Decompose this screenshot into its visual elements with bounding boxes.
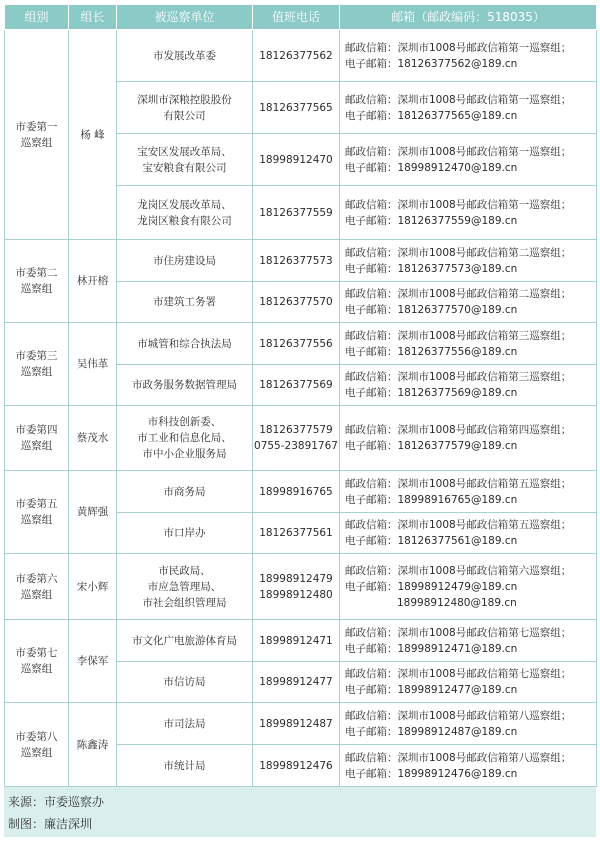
inspected-unit-line: 市应急管理局、 — [147, 580, 222, 593]
email-address-line: 电子邮箱：18126377556@189.cn — [345, 345, 518, 358]
group-leader-name: 宋小辉 — [76, 580, 109, 593]
inspection-contact-sheet — [4, 4, 596, 787]
inspected-unit-cell — [117, 620, 253, 662]
inspected-unit-cell — [117, 282, 253, 323]
inspected-unit-line: 有限公司 — [163, 109, 206, 122]
mailbox-cell — [340, 662, 597, 703]
email-address-line: 18998912480@189.cn — [397, 596, 517, 609]
mailbox-cell — [340, 240, 597, 282]
duty-phone-cell — [253, 513, 340, 554]
postal-box-line: 邮政信箱：深圳市1008号邮政信箱第五巡察组； — [345, 477, 572, 490]
email-address-line: 电子邮箱：18126377569@189.cn — [345, 387, 518, 399]
group-name-cell — [5, 240, 69, 323]
email-address-line: 电子邮箱：18998912477@189.cn — [345, 684, 518, 696]
inspected-unit-line: 市信访局 — [163, 676, 206, 688]
duty-phone-cell — [253, 82, 340, 134]
inspected-unit-line: 市商务局 — [163, 485, 206, 498]
postal-box-line: 邮政信箱：深圳市1008号邮政信箱第一巡察组； — [345, 93, 572, 106]
mailbox-cell — [340, 282, 597, 323]
duty-phone-cell — [253, 365, 340, 406]
duty-phone-number: 18998912479 — [259, 572, 333, 585]
mailbox-cell — [340, 186, 597, 240]
postal-box-line: 邮政信箱：深圳市1008号邮政信箱第八巡察组； — [345, 709, 572, 722]
inspected-unit-line: 市政务服务数据管理局 — [132, 379, 237, 391]
inspected-unit-line: 市工业和信息化局、 — [137, 432, 232, 444]
duty-phone-cell — [253, 471, 340, 513]
group-name-cell — [5, 620, 69, 703]
postal-box-line: 邮政信箱：深圳市1008号邮政信箱第二巡察组； — [345, 246, 572, 259]
email-address-line: 电子邮箱：18126377565@189.cn — [345, 109, 518, 122]
inspected-unit-cell — [117, 240, 253, 282]
mailbox-cell — [340, 82, 597, 134]
email-address-line: 电子邮箱：18998912479@189.cn — [345, 580, 518, 593]
postal-box-line: 邮政信箱：深圳市1008号邮政信箱第三巡察组； — [345, 371, 572, 383]
duty-phone-number: 18126377559 — [259, 206, 333, 219]
footer-credit: 制图：廉洁深圳 — [8, 817, 93, 831]
inspected-unit-line: 市司法局 — [163, 717, 206, 730]
postal-box-line: 邮政信箱：深圳市1008号邮政信箱第二巡察组； — [345, 288, 572, 300]
duty-phone-number: 18998912480 — [259, 588, 333, 601]
duty-phone-number: 18998916765 — [259, 485, 333, 498]
mailbox-cell — [340, 703, 597, 745]
inspected-unit-line: 市民政局、 — [158, 564, 211, 577]
postal-box-line: 邮政信箱：深圳市1008号邮政信箱第一巡察组； — [345, 41, 572, 54]
inspected-unit-line: 深圳市深粮控股股份 — [137, 93, 232, 106]
duty-phone-number: 18126377556 — [259, 337, 333, 350]
group-name-line: 巡察组 — [20, 136, 53, 149]
mailbox-cell — [340, 554, 597, 620]
mailbox-cell — [340, 365, 597, 406]
duty-phone-cell — [253, 134, 340, 186]
duty-phone-number: 18126377561 — [259, 527, 333, 539]
mailbox-cell — [340, 30, 597, 82]
group-leader-cell — [69, 30, 117, 240]
group-leader-name: 林开榕 — [76, 275, 109, 287]
postal-box-line: 邮政信箱：深圳市1008号邮政信箱第三巡察组； — [345, 329, 572, 342]
inspected-unit-cell — [117, 554, 253, 620]
group-leader-name: 杨 峰 — [80, 128, 105, 141]
header-leader: 组长 — [69, 5, 117, 30]
table-row — [5, 554, 597, 620]
postal-box-line: 邮政信箱：深圳市1008号邮政信箱第七巡察组； — [345, 668, 572, 680]
group-name-line: 巡察组 — [20, 366, 53, 378]
group-name-cell — [5, 554, 69, 620]
postal-box-line: 邮政信箱：深圳市1008号邮政信箱第四巡察组； — [345, 424, 572, 436]
inspected-unit-line: 龙岗区粮食有限公司 — [137, 214, 232, 227]
duty-phone-number: 18126377569 — [259, 379, 333, 391]
group-name-line: 巡察组 — [20, 663, 53, 675]
duty-phone-cell — [253, 186, 340, 240]
table-row — [5, 406, 597, 471]
duty-phone-cell — [253, 240, 340, 282]
header-group: 组别 — [5, 5, 69, 30]
mailbox-cell — [340, 513, 597, 554]
group-name-cell — [5, 323, 69, 406]
group-name-line: 市委第三 — [15, 350, 58, 362]
table-body — [5, 30, 597, 787]
inspected-unit-line: 市社会组织管理局 — [142, 596, 227, 609]
group-name-line: 市委第八 — [15, 730, 58, 743]
inspected-unit-cell — [117, 471, 253, 513]
inspected-unit-line: 市建筑工务署 — [153, 296, 216, 308]
inspected-unit-cell — [117, 323, 253, 365]
header-mail: 邮箱（邮政编码：518035） — [340, 5, 597, 30]
email-address-line: 电子邮箱：18998912471@189.cn — [345, 642, 518, 655]
group-name-line: 市委第五 — [15, 498, 58, 510]
table-row — [5, 30, 597, 82]
group-leader-name: 李保军 — [76, 655, 109, 667]
group-name-cell — [5, 703, 69, 787]
inspected-unit-cell — [117, 662, 253, 703]
duty-phone-cell — [253, 554, 340, 620]
table-row — [5, 323, 597, 365]
inspected-unit-line: 市口岸办 — [163, 527, 206, 539]
group-leader-cell — [69, 240, 117, 323]
duty-phone-number: 18126377579 — [259, 424, 333, 436]
group-name-line: 市委第七 — [15, 647, 58, 659]
duty-phone-cell — [253, 323, 340, 365]
group-name-cell — [5, 406, 69, 471]
group-leader-name: 吴伟革 — [76, 358, 109, 370]
inspected-unit-cell — [117, 82, 253, 134]
mailbox-cell — [340, 620, 597, 662]
header-unit: 被巡察单位 — [117, 5, 253, 30]
mailbox-cell — [340, 745, 597, 787]
duty-phone-cell — [253, 662, 340, 703]
header-phone: 值班电话 — [253, 5, 340, 30]
group-leader-cell — [69, 703, 117, 787]
group-name-cell — [5, 30, 69, 240]
table-row — [5, 703, 597, 745]
mailbox-cell — [340, 134, 597, 186]
footer-source: 来源：市委巡察办 — [8, 795, 105, 809]
group-name-line: 巡察组 — [20, 746, 53, 759]
email-address-line: 电子邮箱：18126377579@189.cn — [345, 440, 518, 452]
table-header-row — [5, 5, 597, 30]
table-row — [5, 240, 597, 282]
group-name-line: 巡察组 — [20, 440, 53, 452]
inspected-unit-cell — [117, 703, 253, 745]
inspection-table — [4, 4, 597, 787]
duty-phone-number: 18998912471 — [259, 634, 333, 647]
postal-box-line: 邮政信箱：深圳市1008号邮政信箱第五巡察组； — [345, 519, 572, 531]
email-address-line: 电子邮箱：18126377559@189.cn — [345, 214, 518, 227]
group-leader-cell — [69, 323, 117, 406]
postal-box-line: 邮政信箱：深圳市1008号邮政信箱第六巡察组； — [345, 564, 572, 577]
duty-phone-cell — [253, 620, 340, 662]
mailbox-cell — [340, 323, 597, 365]
duty-phone-cell — [253, 406, 340, 471]
group-leader-name: 陈鑫涛 — [76, 738, 109, 751]
inspected-unit-line: 市住房建设局 — [153, 254, 216, 267]
inspected-unit-line: 宝安区发展改革局、 — [137, 145, 232, 158]
postal-box-line: 邮政信箱：深圳市1008号邮政信箱第八巡察组； — [345, 751, 572, 764]
inspected-unit-line: 市城管和综合执法局 — [137, 337, 232, 350]
inspected-unit-line: 宝安粮食有限公司 — [142, 161, 227, 174]
inspected-unit-cell — [117, 745, 253, 787]
mailbox-cell — [340, 471, 597, 513]
duty-phone-number: 0755-23891767 — [254, 440, 338, 452]
group-name-line: 巡察组 — [20, 283, 53, 295]
inspected-unit-line: 市统计局 — [163, 759, 206, 772]
mailbox-cell — [340, 406, 597, 471]
inspected-unit-line: 市发展改革委 — [153, 49, 216, 62]
postal-box-line: 邮政信箱：深圳市1008号邮政信箱第一巡察组； — [345, 198, 572, 211]
postal-box-line: 邮政信箱：深圳市1008号邮政信箱第一巡察组； — [345, 145, 572, 158]
group-name-line: 巡察组 — [20, 588, 53, 601]
duty-phone-number: 18998912476 — [259, 759, 333, 772]
inspected-unit-line: 市科技创新委、 — [147, 416, 222, 428]
inspected-unit-line: 市中小企业服务局 — [142, 448, 227, 460]
group-leader-cell — [69, 406, 117, 471]
inspected-unit-line: 市文化广电旅游体育局 — [132, 634, 237, 647]
inspected-unit-cell — [117, 406, 253, 471]
inspected-unit-cell — [117, 186, 253, 240]
email-address-line: 电子邮箱：18126377573@189.cn — [345, 262, 518, 275]
inspected-unit-cell — [117, 365, 253, 406]
duty-phone-number: 18126377570 — [259, 296, 333, 308]
group-leader-cell — [69, 471, 117, 554]
table-row — [5, 471, 597, 513]
group-name-line: 市委第二 — [15, 267, 58, 279]
group-name-line: 巡察组 — [20, 514, 53, 526]
inspected-unit-cell — [117, 134, 253, 186]
group-leader-name: 蔡茂水 — [76, 432, 109, 444]
email-address-line: 电子邮箱：18998912487@189.cn — [345, 725, 518, 738]
email-address-line: 电子邮箱：18126377562@189.cn — [345, 57, 518, 70]
duty-phone-number: 18126377562 — [259, 49, 333, 62]
duty-phone-number: 18998912477 — [259, 676, 333, 688]
email-address-line: 电子邮箱：18126377570@189.cn — [345, 304, 518, 316]
group-name-line: 市委第一 — [15, 120, 58, 133]
postal-box-line: 邮政信箱：深圳市1008号邮政信箱第七巡察组； — [345, 626, 572, 639]
table-row — [5, 620, 597, 662]
duty-phone-cell — [253, 30, 340, 82]
group-leader-cell — [69, 554, 117, 620]
group-name-cell — [5, 471, 69, 554]
group-leader-cell — [69, 620, 117, 703]
source-footer — [4, 787, 596, 837]
duty-phone-number: 18126377565 — [259, 101, 333, 114]
email-address-line: 电子邮箱：18126377561@189.cn — [345, 535, 518, 547]
group-leader-name: 黄辉强 — [76, 506, 109, 518]
group-name-line: 市委第四 — [15, 424, 58, 436]
duty-phone-cell — [253, 745, 340, 787]
duty-phone-number: 18998912470 — [259, 153, 333, 166]
duty-phone-number: 18126377573 — [259, 254, 333, 267]
email-address-line: 电子邮箱：18998912470@189.cn — [345, 161, 518, 174]
duty-phone-cell — [253, 282, 340, 323]
group-name-line: 市委第六 — [15, 572, 58, 585]
duty-phone-number: 18998912487 — [259, 717, 333, 730]
inspected-unit-cell — [117, 513, 253, 554]
email-address-line: 电子邮箱：18998912476@189.cn — [345, 767, 518, 780]
duty-phone-cell — [253, 703, 340, 745]
inspected-unit-cell — [117, 30, 253, 82]
inspected-unit-line: 龙岗区发展改革局、 — [137, 198, 232, 211]
email-address-line: 电子邮箱：18998916765@189.cn — [345, 493, 518, 506]
